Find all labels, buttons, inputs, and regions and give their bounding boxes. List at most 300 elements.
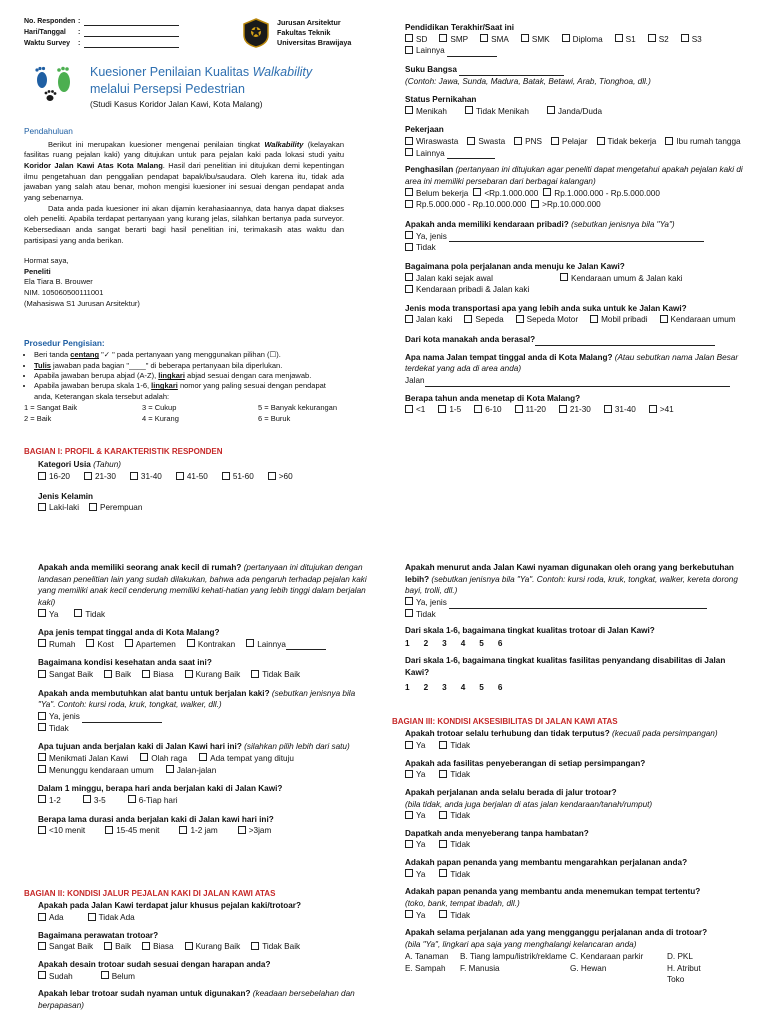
ethnic-question: Suku Bangsa <box>405 64 750 76</box>
health-option[interactable]: Baik <box>104 669 131 681</box>
special-needs-question: Apakah menurut anda Jalan Kawi nyaman digunakan oleh orang yang berkebutuhan lebih? (sebutkan jenisnya bila "Ya". Contoh: kursi roda, kruk, tongkat, walker, kereta dorong bayi, trolli, dll.) <box>405 563 738 596</box>
mode-option[interactable]: Jalan kaki <box>405 314 452 326</box>
checkbox-icon[interactable] <box>405 869 413 877</box>
maintenance-question: Bagaimana perawatan trotoar? <box>38 930 159 940</box>
duration-question: Berapa lama durasi anda berjalan kaki di Jalan kawi hari ini? <box>38 814 274 824</box>
procedure-list <box>24 350 346 402</box>
checkbox-icon[interactable] <box>185 670 193 678</box>
part3-section <box>392 716 747 986</box>
age-option[interactable]: 51-60 <box>222 471 254 483</box>
aid-question: Apakah anda membutuhkan alat bantu untuk berjalan kaki? (sebutkan jenisnya bila "Ya". Contoh: kursi roda, kruk, tongkat, walker, dll.) <box>38 688 356 710</box>
checkbox-icon[interactable] <box>86 639 94 647</box>
checkbox-icon[interactable] <box>543 188 551 196</box>
checkbox-icon[interactable] <box>89 503 97 511</box>
disability-quality-question: Dari skala 1-6, bagaimana tingkat kualitas fasilitas penyandang disabilitas di Jalan Kawi? <box>405 656 726 678</box>
scale-number[interactable]: 6 <box>497 682 503 692</box>
obstacle-hint: (bila "Ya", lingkari apa saja yang menghalangi kelancaran anda) <box>405 939 637 949</box>
place-sign-option-yes[interactable]: Ya <box>405 910 425 922</box>
years-option[interactable]: >41 <box>649 404 674 416</box>
purpose-option[interactable]: Jalan-jalan <box>166 765 217 777</box>
always-sidewalk-option-yes[interactable]: Ya <box>405 810 425 822</box>
checkbox-icon[interactable] <box>438 405 446 413</box>
age-question: Kategori Usia (Tahun) <box>38 460 121 470</box>
checkbox-icon[interactable] <box>268 472 276 480</box>
house-option[interactable]: Kost <box>86 639 113 651</box>
checkbox-icon[interactable] <box>474 405 482 413</box>
residence-answer[interactable]: Jalan <box>405 375 750 387</box>
purpose-option[interactable]: Ada tempat yang dituju <box>199 753 294 765</box>
cross-free-option-no[interactable]: Tidak <box>439 839 470 851</box>
gender-question: Jenis Kelamin <box>38 491 94 501</box>
checkbox-icon[interactable] <box>405 315 413 323</box>
procedure-section <box>24 338 346 424</box>
checkbox-icon[interactable] <box>439 741 447 749</box>
marital-question: Status Pernikahan <box>405 95 477 105</box>
checkbox-icon[interactable] <box>660 315 668 323</box>
part3-heading: BAGIAN III: KONDISI AKSESIBILITAS DI JALAN KAWI ATAS <box>392 717 618 726</box>
checkbox-icon[interactable] <box>405 273 413 281</box>
income-question: Penghasilan (pertanyaan ini ditujukan agar peneliti dapat mengetahui apakah pejalan kaki di area ini memiliki persebaran dari berbagai kalangan) <box>405 165 743 187</box>
checkbox-icon[interactable] <box>405 188 413 196</box>
maintenance-options <box>38 941 369 953</box>
checkbox-icon[interactable] <box>531 200 539 208</box>
cross-free-option-yes[interactable]: Ya <box>405 839 425 851</box>
house-question: Apa jenis tempat tinggal anda di Kota Malang? <box>38 628 220 638</box>
checkbox-icon[interactable] <box>560 273 568 281</box>
checkbox-icon[interactable] <box>405 137 413 145</box>
part2-section <box>24 888 369 1011</box>
procedure-heading: Prosedur Pengisian: <box>24 338 105 348</box>
obstacle-question: Apakah selama perjalanan ada yang mengganggu perjalanan anda di trotoar? <box>405 928 708 938</box>
sidewalk-quality-question: Dari skala 1-6, bagaimana tingkat kualitas trotoar di Jalan Kawi? <box>405 626 655 636</box>
checkbox-icon[interactable] <box>38 942 46 950</box>
checkbox-icon[interactable] <box>38 503 46 511</box>
checkbox-icon[interactable] <box>516 315 524 323</box>
checkbox-icon[interactable] <box>405 285 413 293</box>
checkbox-icon[interactable] <box>405 231 413 239</box>
age-option[interactable]: 31-40 <box>130 471 162 483</box>
lane-option[interactable]: Ada <box>38 912 64 924</box>
direction-sign-option-no[interactable]: Tidak <box>439 869 470 881</box>
researcher-nim: NIM. 105060500111001 <box>24 288 104 298</box>
cross-free-question: Dapatkah anda menyeberang tanpa hambatan? <box>405 828 589 838</box>
scale-number[interactable]: 4 <box>460 638 466 648</box>
checkbox-icon[interactable] <box>405 34 413 42</box>
checkbox-icon[interactable] <box>405 910 413 918</box>
checkbox-icon[interactable] <box>559 405 567 413</box>
scale-number[interactable]: 3 <box>442 682 447 692</box>
mode-option[interactable]: Sepeda <box>464 314 503 326</box>
scale-number[interactable]: 4 <box>460 682 466 692</box>
purpose-option[interactable]: Olah raga <box>140 753 187 765</box>
mode-option[interactable]: Kendaraan umum <box>660 314 736 326</box>
checkbox-icon[interactable] <box>179 826 187 834</box>
cross-free-options <box>405 839 747 851</box>
maintenance-option[interactable]: Biasa <box>142 941 173 953</box>
design-option[interactable]: Sudah <box>38 971 73 983</box>
special-needs-option-no[interactable]: Tidak <box>405 609 745 621</box>
days-option[interactable]: 1-2 <box>38 795 61 807</box>
aid-option-yes[interactable]: Ya, jenis <box>38 711 368 723</box>
duration-options <box>38 825 368 837</box>
always-sidewalk-hint: (bila tidak, anda juga berjalan di atas jalan kendaraan/tanah/rumput) <box>405 799 653 809</box>
checkbox-icon[interactable] <box>665 137 673 145</box>
job-option[interactable]: Wiraswasta <box>405 136 458 148</box>
intro-paragraph-2: Data anda pada kuesioner ini akan dijamin kerahasiaannya, data hanya dapat diakses oleh peneliti. Apabila terdapat pertanyaan yang kurang jelas, silahkan bertanya pada surveyor. Kebersediaan anda sangat berarti bagi hasil penelitian ini, terimakasih atas waktu dan partisipasi yang anda berikan. <box>24 203 344 245</box>
gender-option-female[interactable]: Perempuan <box>89 502 142 514</box>
marital-option[interactable]: Janda/Duda <box>547 106 602 118</box>
checkbox-icon[interactable] <box>514 137 522 145</box>
maintenance-option[interactable]: Sangat Baik <box>38 941 93 953</box>
scale-number[interactable]: 6 <box>497 638 503 648</box>
checkbox-icon[interactable] <box>515 405 523 413</box>
obstacle-option[interactable]: A. Tanaman <box>405 951 449 961</box>
obstacle-options <box>405 951 747 987</box>
crossing-question: Apakah ada fasilitas penyeberangan di setiap persimpangan? <box>405 758 646 768</box>
job-option[interactable]: Pelajar <box>551 136 588 148</box>
scale-number[interactable]: 2 <box>423 638 429 648</box>
duration-option[interactable]: 1-2 jam <box>179 825 217 837</box>
scale-number[interactable]: 2 <box>423 682 429 692</box>
checkbox-icon[interactable] <box>104 670 112 678</box>
health-option[interactable]: Biasa <box>142 669 173 681</box>
checkbox-icon[interactable] <box>38 826 46 834</box>
checkbox-icon[interactable] <box>222 472 230 480</box>
connected-option-no[interactable]: Tidak <box>439 740 470 752</box>
mode-options <box>405 314 750 326</box>
always-sidewalk-options <box>405 810 747 822</box>
checkbox-icon[interactable] <box>128 795 136 803</box>
checkbox-icon[interactable] <box>38 712 46 720</box>
vehicle-question: Apakah anda memiliki kendaraan pribadi? (sebutkan jenisnya bila "Ya") <box>405 219 675 229</box>
pattern-option[interactable]: Kendaraan pribadi & Jalan kaki <box>405 284 560 296</box>
checkbox-icon[interactable] <box>176 472 184 480</box>
checkbox-icon[interactable] <box>464 315 472 323</box>
duration-option[interactable]: >3jam <box>238 825 272 837</box>
scale-number[interactable]: 3 <box>442 638 447 648</box>
years-option[interactable]: <1 <box>405 404 425 416</box>
place-sign-question: Adakah papan penanda yang membantu anda menemukan tempat tertentu? <box>405 887 701 897</box>
checkbox-icon[interactable] <box>405 148 413 156</box>
crossing-option-no[interactable]: Tidak <box>439 769 470 781</box>
years-option[interactable]: 1-5 <box>438 404 461 416</box>
checkbox-icon[interactable] <box>615 34 623 42</box>
education-option[interactable]: SMP <box>439 34 468 46</box>
procedure-item: • Beri tanda centang "✓ " pada pertanyaan yang menggunakan pilihan (☐). <box>34 350 346 360</box>
checkbox-icon[interactable] <box>405 405 413 413</box>
place-sign-option-no[interactable]: Tidak <box>439 910 470 922</box>
marital-option[interactable]: Menikah <box>405 106 447 118</box>
footprints-logo-icon <box>30 66 80 106</box>
days-option[interactable]: 6-Tiap hari <box>128 795 178 807</box>
house-option[interactable]: Apartemen <box>125 639 176 651</box>
checkbox-icon[interactable] <box>521 34 529 42</box>
obstacle-option[interactable]: G. Hewan <box>570 963 607 973</box>
checkbox-icon[interactable] <box>101 971 109 979</box>
checkbox-icon[interactable] <box>251 670 259 678</box>
design-option[interactable]: Belum <box>101 971 135 983</box>
checkbox-icon[interactable] <box>251 942 259 950</box>
health-option[interactable]: Kurang Baik <box>185 669 241 681</box>
mode-option[interactable]: Mobil pribadi <box>590 314 647 326</box>
checkbox-icon[interactable] <box>38 753 46 761</box>
education-option-other[interactable]: Lainnya <box>405 45 497 57</box>
checkbox-icon[interactable] <box>473 188 481 196</box>
house-options <box>38 639 368 651</box>
checkbox-icon[interactable] <box>439 910 447 918</box>
origin-input-line[interactable] <box>535 336 715 346</box>
special-needs-option-yes[interactable]: Ya, jenis <box>405 597 745 609</box>
education-option[interactable]: SMA <box>480 34 509 46</box>
lane-option[interactable]: Tidak Ada <box>88 912 135 924</box>
job-question: Pekerjaan <box>405 125 444 135</box>
education-option[interactable]: Diploma <box>562 34 603 46</box>
age-options <box>38 471 364 483</box>
job-option-other[interactable]: Lainnya <box>405 148 495 160</box>
age-option[interactable]: 41-50 <box>176 471 208 483</box>
pattern-options <box>405 273 750 296</box>
income-option[interactable]: Rp.5.000.000 - Rp.10.000.000 <box>405 199 526 211</box>
checkbox-icon[interactable] <box>405 46 413 54</box>
child-option-yes[interactable]: Ya <box>38 609 58 621</box>
connected-question: Apakah trotoar selalu terhubung dan tidak terputus? (kecuali pada persimpangan) <box>405 729 718 739</box>
checkbox-icon[interactable] <box>590 315 598 323</box>
part2-heading: BAGIAN II: KONDISI JALUR PEJALAN KAKI DI JALAN KAWI ATAS <box>24 889 276 898</box>
checkbox-icon[interactable] <box>405 609 413 617</box>
house-option-other[interactable]: Lainnya <box>246 639 326 651</box>
researcher-label: Peneliti <box>24 266 51 276</box>
child-question: Apakah anda memiliki seorang anak kecil di rumah? (pertanyaan ini ditujukan dengan landasan penelitian lain yang sudah dilakukan, bahwa ada pengaruh terhadap pejalan kaki yang memiliki anak kecil cenderung memiliki kehati-hatian yang lebih tinggi dalam berjalan kaki) <box>38 563 367 607</box>
duration-option[interactable]: 15-45 menit <box>105 825 159 837</box>
scale-number[interactable]: 5 <box>479 638 484 648</box>
connected-option-yes[interactable]: Ya <box>405 740 425 752</box>
checkbox-icon[interactable] <box>142 942 150 950</box>
job-option[interactable]: PNS <box>514 136 542 148</box>
checkbox-icon[interactable] <box>246 639 254 647</box>
origin-question: Dari kota manakah anda berasal? <box>405 334 750 346</box>
crossing-options <box>405 769 747 781</box>
procedure-item: • Apabila jawaban berupa abjad (A-Z), lingkari abjad sesuai dengan cara menjawab. <box>34 371 346 381</box>
age-option[interactable]: 16-20 <box>38 471 70 483</box>
page-subtitle: (Studi Kasus Koridor Jalan Kawi, Kota Malang) <box>90 99 263 109</box>
checkbox-icon[interactable] <box>140 753 148 761</box>
ethnic-input-line[interactable] <box>459 66 564 76</box>
job-option[interactable]: Tidak bekerja <box>597 136 657 148</box>
maintenance-option[interactable]: Tidak Baik <box>251 941 300 953</box>
checkbox-icon[interactable] <box>185 942 193 950</box>
checkbox-icon[interactable] <box>38 472 46 480</box>
education-option[interactable]: SMK <box>521 34 550 46</box>
checkbox-icon[interactable] <box>74 609 82 617</box>
years-options <box>405 404 750 416</box>
checkbox-icon[interactable] <box>597 137 605 145</box>
direction-sign-option-yes[interactable]: Ya <box>405 869 425 881</box>
checkbox-icon[interactable] <box>38 913 46 921</box>
checkbox-icon[interactable] <box>562 34 570 42</box>
house-option[interactable]: Rumah <box>38 639 75 651</box>
procedure-item: • Tulis jawaban pada bagian "____" di beberapa pertanyaan bila diperlukan. <box>34 361 346 371</box>
part1-section <box>24 446 364 514</box>
checkbox-icon[interactable] <box>439 770 447 778</box>
purpose-question: Apa tujuan anda berjalan kaki di Jalan Kawi hari ini? (silahkan pilih lebih dari satu) <box>38 742 350 752</box>
education-option[interactable]: S2 <box>648 34 669 46</box>
income-option[interactable]: <Rp.1.000.000 <box>473 188 538 200</box>
child-options <box>38 609 368 621</box>
ethnic-hint: (Contoh: Jawa, Sunda, Madura, Batak, Betawi, Arab, Tionghoa, dll.) <box>405 76 651 86</box>
health-option[interactable]: Tidak Baik <box>251 669 300 681</box>
checkbox-icon[interactable] <box>465 106 473 114</box>
survey-time-line[interactable] <box>84 38 179 48</box>
vehicle-option-yes[interactable]: Ya, jenis <box>405 231 750 243</box>
education-options <box>405 34 750 57</box>
mode-option[interactable]: Sepeda Motor <box>516 314 578 326</box>
obstacle-option[interactable]: C. Kendaraan parkir <box>570 951 644 961</box>
scale-number[interactable]: 5 <box>479 682 484 692</box>
purpose-option[interactable]: Menunggu kendaraan umum <box>38 765 154 777</box>
child-option-no[interactable]: Tidak <box>74 609 105 621</box>
job-options <box>405 136 750 159</box>
income-options <box>405 188 750 211</box>
job-option[interactable]: Ibu rumah tangga <box>665 136 740 148</box>
years-option[interactable]: 11-20 <box>515 404 546 416</box>
scale-number[interactable]: 1 <box>405 682 410 692</box>
researcher-name: Ela Tiara B. Brouwer <box>24 277 93 287</box>
health-option[interactable]: Sangat Baik <box>38 669 93 681</box>
checkbox-icon[interactable] <box>551 137 559 145</box>
marital-options <box>405 106 750 118</box>
crossing-option-yes[interactable]: Ya <box>405 769 425 781</box>
checkbox-icon[interactable] <box>38 609 46 617</box>
lane-options <box>38 912 369 924</box>
checkbox-icon[interactable] <box>439 34 447 42</box>
income-option[interactable]: Rp.1.000.000 - Rp.5.000.000 <box>543 188 660 200</box>
years-question: Berapa tahun anda menetap di Kota Malang? <box>405 393 581 403</box>
years-option[interactable]: 21-30 <box>559 404 591 416</box>
scale-legend: 1 = Sangat Baik 3 = Cukup 5 = Banyak kekurangan 2 = Baik 4 = Kurang 6 = Buruk <box>24 403 338 423</box>
always-sidewalk-question: Apakah perjalanan anda selalu berada di jalur trotoar? <box>405 787 617 797</box>
age-option[interactable]: >60 <box>268 471 293 483</box>
checkbox-icon[interactable] <box>38 723 46 731</box>
checkbox-icon[interactable] <box>467 137 475 145</box>
regards-text: Hormat saya, <box>24 256 69 266</box>
checkbox-icon[interactable] <box>405 741 413 749</box>
vehicle-option-no[interactable]: Tidak <box>405 242 750 254</box>
checkbox-icon[interactable] <box>125 639 133 647</box>
checkbox-icon[interactable] <box>604 405 612 413</box>
checkbox-icon[interactable] <box>199 753 207 761</box>
checkbox-icon[interactable] <box>38 639 46 647</box>
checkbox-icon[interactable] <box>104 942 112 950</box>
pattern-option[interactable]: Jalan kaki sejak awal <box>405 273 560 285</box>
maintenance-option[interactable]: Kurang Baik <box>185 941 241 953</box>
institution-block: Jurusan Arsitektur Fakultas Teknik Universitas Brawijaya <box>277 18 352 48</box>
income-option[interactable]: >Rp.10.000.000 <box>531 199 601 211</box>
checkbox-icon[interactable] <box>405 106 413 114</box>
checkbox-icon[interactable] <box>88 913 96 921</box>
years-option[interactable]: 31-40 <box>604 404 636 416</box>
years-option[interactable]: 6-10 <box>474 404 501 416</box>
checkbox-icon[interactable] <box>405 243 413 251</box>
checkbox-icon[interactable] <box>681 34 689 42</box>
checkbox-icon[interactable] <box>439 811 447 819</box>
checkbox-icon[interactable] <box>649 405 657 413</box>
checkbox-icon[interactable] <box>439 869 447 877</box>
age-option[interactable]: 21-30 <box>84 471 116 483</box>
checkbox-icon[interactable] <box>405 840 413 848</box>
gender-option-male[interactable]: Laki-laki <box>38 502 79 514</box>
obstacle-option[interactable]: F. Manusia <box>460 963 500 973</box>
checkbox-icon[interactable] <box>38 765 46 773</box>
checkbox-icon[interactable] <box>547 106 555 114</box>
connected-options <box>405 740 747 752</box>
days-option[interactable]: 3-5 <box>83 795 106 807</box>
checkbox-icon[interactable] <box>439 840 447 848</box>
checkbox-icon[interactable] <box>405 770 413 778</box>
scale-number[interactable]: 1 <box>405 638 410 648</box>
left-bottom-section <box>38 562 368 837</box>
education-option[interactable]: SD <box>405 34 427 46</box>
days-question: Dalam 1 minggu, berapa hari anda berjalan kaki di Jalan Kawi? <box>38 784 283 794</box>
date-line[interactable] <box>84 27 179 37</box>
obstacle-option[interactable]: H. Atribut Toko <box>667 963 701 985</box>
part1-heading: BAGIAN I: PROFIL & KARAKTERISTIK RESPONDEN <box>24 447 223 456</box>
checkbox-icon[interactable] <box>166 765 174 773</box>
checkbox-icon[interactable] <box>405 597 413 605</box>
obstacle-option[interactable]: E. Sampah <box>405 963 446 973</box>
checkbox-icon[interactable] <box>405 811 413 819</box>
income-option[interactable]: Belum bekerja <box>405 188 468 200</box>
field-survey-time[interactable]: Waktu Survey : <box>24 38 364 49</box>
duration-option[interactable]: <10 menit <box>38 825 85 837</box>
checkbox-icon[interactable] <box>38 795 46 803</box>
checkbox-icon[interactable] <box>105 826 113 834</box>
always-sidewalk-option-no[interactable]: Tidak <box>439 810 470 822</box>
right-bottom-section <box>405 562 745 693</box>
obstacle-option[interactable]: B. Tiang lampu/listrik/reklame <box>460 951 567 961</box>
checkbox-icon[interactable] <box>38 670 46 678</box>
checkbox-icon[interactable] <box>405 200 413 208</box>
checkbox-icon[interactable] <box>84 472 92 480</box>
checkbox-icon[interactable] <box>38 971 46 979</box>
house-option[interactable]: Kontrakan <box>187 639 235 651</box>
aid-option-no[interactable]: Tidak <box>38 723 368 735</box>
maintenance-option[interactable]: Baik <box>104 941 131 953</box>
checkbox-icon[interactable] <box>83 795 91 803</box>
education-option[interactable]: S1 <box>615 34 636 46</box>
checkbox-icon[interactable] <box>648 34 656 42</box>
pattern-option[interactable]: Kendaraan umum & Jalan kaki <box>560 273 740 285</box>
disability-quality-scale <box>405 682 745 694</box>
field-date[interactable]: Hari/Tanggal : <box>24 27 364 38</box>
checkbox-icon[interactable] <box>142 670 150 678</box>
sidewalk-quality-scale <box>405 638 745 650</box>
health-options <box>38 669 368 681</box>
obstacle-option[interactable]: D. PKL <box>667 951 693 961</box>
direction-sign-question: Adakah papan penanda yang membantu mengarahkan perjalanan anda? <box>405 858 688 868</box>
job-option[interactable]: Swasta <box>467 136 505 148</box>
checkbox-icon[interactable] <box>187 639 195 647</box>
respondent-no-line[interactable] <box>84 16 179 26</box>
purpose-option[interactable]: Menikmati Jalan Kawi <box>38 753 128 765</box>
checkbox-icon[interactable] <box>130 472 138 480</box>
field-respondent-no[interactable]: No. Responden : <box>24 16 364 27</box>
education-option[interactable]: S3 <box>681 34 702 46</box>
marital-option[interactable]: Tidak Menikah <box>465 106 529 118</box>
direction-sign-options <box>405 869 747 881</box>
checkbox-icon[interactable] <box>238 826 246 834</box>
checkbox-icon[interactable] <box>480 34 488 42</box>
intro-heading: Pendahuluan <box>24 126 73 136</box>
